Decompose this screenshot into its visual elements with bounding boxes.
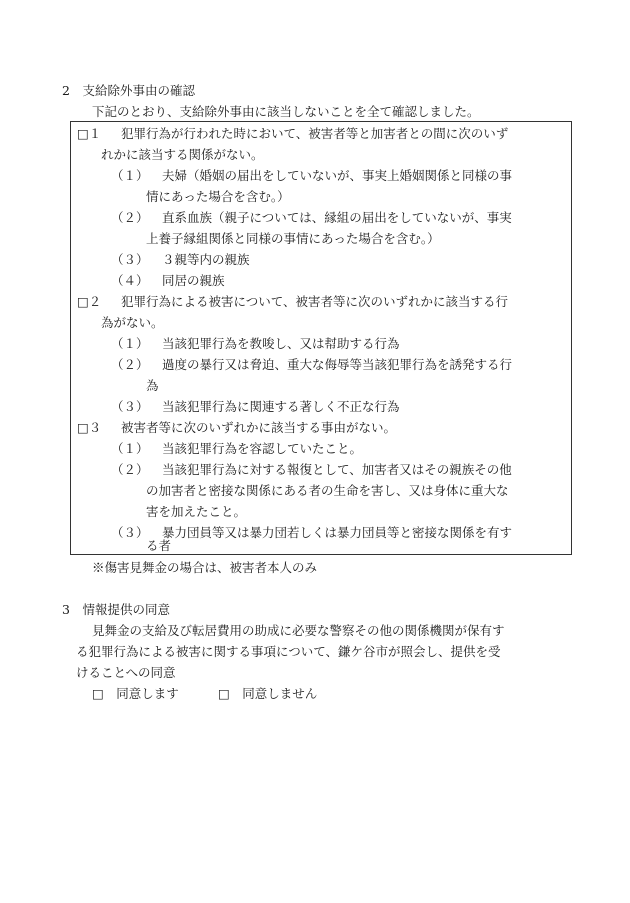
item2-sub2-text-cont: 為 (146, 378, 159, 393)
item3-sub1-num: （１） (111, 441, 149, 456)
item2-sub1-num: （１） (111, 336, 149, 351)
item2-text-cont: 為がない。 (101, 315, 164, 330)
item1-sub2-num: （２） (111, 210, 149, 225)
item3-sub2-num: （２） (111, 462, 149, 477)
item2-sub3-text: 当該犯罪行為に関連する著しく不正な行為 (162, 399, 400, 414)
section2-heading: 2 支給除外事由の確認 (62, 83, 195, 98)
section2-intro: 下記のとおり、支給除外事由に該当しないことを全て確認しました。 (92, 104, 480, 119)
item1-sub4-num: （４） (111, 273, 149, 288)
item1-sub3-num: （３） (111, 252, 149, 267)
item1-text: 犯罪行為が行われた時において、被害者等と加害者との間に次のいず (121, 126, 509, 141)
disagree-checkbox[interactable]: □ 同意しません (218, 686, 318, 701)
item1-sub1-text-cont: 情にあった場合を含む。） (146, 189, 290, 204)
item1-text-cont: れかに該当する関係がない。 (101, 147, 264, 162)
item1-sub1-text: 夫婦（婚姻の届出をしていないが、事実上婚姻関係と同様の事 (162, 168, 513, 183)
item1-checkbox[interactable]: □１ (77, 126, 102, 141)
note: ※傷害見舞金の場合は、被害者本人のみ (92, 560, 318, 575)
item3-text: 被害者等に次のいずれかに該当する事由がない。 (121, 420, 397, 435)
item2-sub1-text: 当該犯罪行為を教唆し、又は幇助する行為 (162, 336, 400, 351)
item3-sub1-text: 当該犯罪行為を容認していたこと。 (162, 441, 363, 456)
item3-sub2-text: 当該犯罪行為に対する報復として、加害者又はその親族その他 (162, 462, 512, 477)
item1-sub2-text-cont: 上養子縁組関係と同様の事情にあった場合を含む。） (146, 231, 440, 246)
item1-sub2-text: 直系血族（親子については、縁組の届出をしていないが、事実 (162, 210, 512, 225)
item1-sub3-text: ３親等内の親族 (162, 252, 250, 267)
section3-body-cont: る犯罪行為による被害に関する事項について、鎌ケ谷市が照会し、提供を受 (76, 644, 501, 659)
item2-checkbox[interactable]: □２ (77, 294, 102, 309)
item3-checkbox[interactable]: □３ (77, 420, 102, 435)
item3-sub2-text-cont: の加害者と密接な関係にある者の生命を害し、又は身体に重大な (146, 483, 509, 498)
section3-body: 見舞金の支給及び転居費用の助成に必要な警察その他の関係機関が保有す (92, 623, 505, 638)
section3-heading: 3 情報提供の同意 (62, 602, 170, 617)
item2-sub2-text: 過度の暴行又は脅迫、重大な侮辱等当該犯罪行為を誘発する行 (162, 357, 513, 372)
item3-sub3-text-cont: る者 (146, 538, 172, 553)
item1-sub4-text: 同居の親族 (162, 273, 225, 288)
item3-sub3-num: （３） (111, 525, 149, 540)
item2-text: 犯罪行為による被害について、被害者等に次のいずれかに該当する行 (121, 294, 509, 309)
item2-sub3-num: （３） (111, 399, 149, 414)
section3-body-cont2: けることへの同意 (76, 665, 176, 680)
item1-sub1-num: （１） (111, 168, 149, 183)
item3-sub2-text-cont2: 害を加えたこと。 (146, 504, 247, 519)
item2-sub2-num: （２） (111, 357, 149, 372)
item3-sub3-text: 暴力団員等又は暴力団若しくは暴力団員等と密接な関係を有す (162, 525, 513, 540)
agree-checkbox[interactable]: □ 同意します (92, 686, 179, 701)
